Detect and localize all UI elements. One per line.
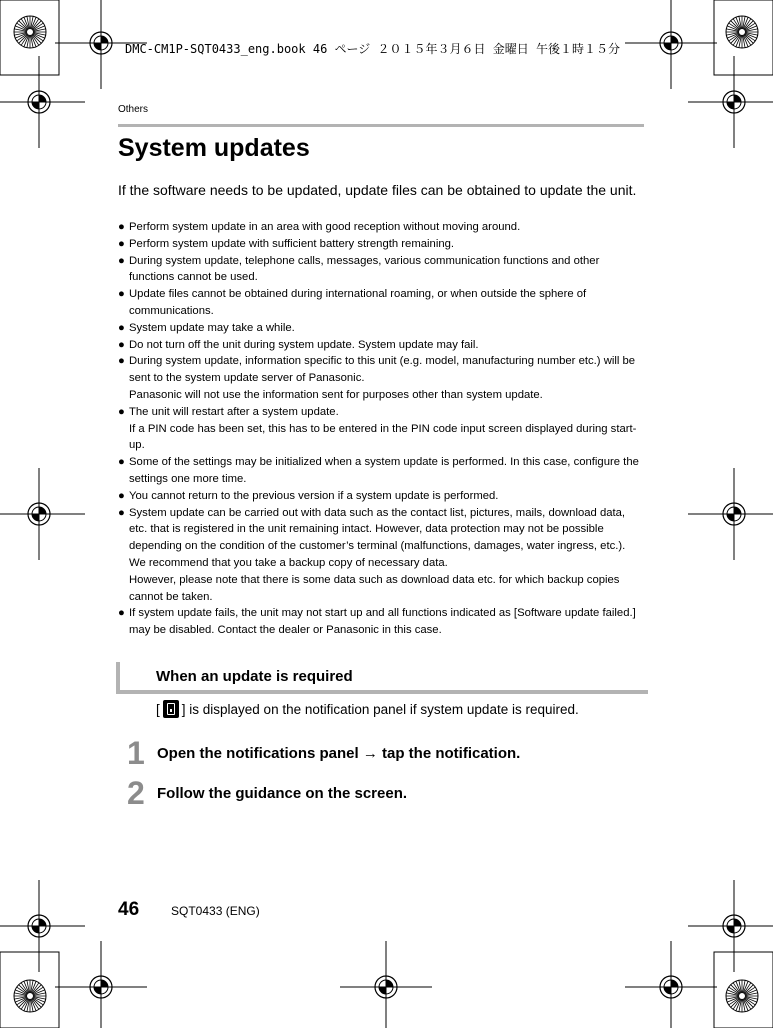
bullet-dot-icon: ● <box>118 506 125 519</box>
step-1 <box>127 737 520 769</box>
bullet-text: System update can be carried out with data such as the contact list, pictures, mails, download data, etc. that is registered in the unit remaining intact. However, data protection may not be possible depending on the condition of the customer’s terminal (malfunctions, damages, water ingress, etc.). We recommend that you take a backup copy of necessary data. <box>129 506 626 569</box>
title-rule <box>118 124 644 127</box>
bullet-dot-icon: ● <box>118 405 125 418</box>
registration-mark-icon <box>688 56 773 148</box>
bullet-dot-icon: ● <box>118 456 125 469</box>
document-code: SQT0433 (ENG) <box>171 904 260 918</box>
bullet-item <box>118 605 644 639</box>
bullet-text: Perform system update with sufficient battery strength remaining. <box>129 237 455 250</box>
update-notice <box>156 700 579 718</box>
notice-open-bracket: [ <box>156 701 160 717</box>
bullet-text: Update files cannot be obtained during international roaming, or when outside the sphere of communications. <box>129 288 587 317</box>
system-update-icon <box>163 700 179 718</box>
step-2 <box>127 777 407 809</box>
print-header: DMC-CM1P-SQT0433_eng.book 46 ページ ２０１５年３月６日 金曜日 午後１時１５分 <box>125 42 620 56</box>
bullet-text: Perform system update in an area with good reception without moving around. <box>129 221 521 233</box>
registration-mark-icon <box>0 880 85 972</box>
bullet-text: System update may take a while. <box>129 321 295 334</box>
intro-paragraph: If the software needs to be updated, update files can be obtained to update the unit. <box>118 182 637 198</box>
bullet-item <box>118 454 644 488</box>
bullet-item <box>118 488 644 505</box>
bullet-item <box>118 404 644 454</box>
step-text: Open the notifications panel → tap the notification. <box>157 744 521 762</box>
bullet-dot-icon: ● <box>118 288 125 301</box>
bullet-dot-icon: ● <box>118 254 125 267</box>
bullet-item <box>118 337 644 354</box>
registration-mark-icon <box>55 941 147 1028</box>
bullet-text: Do not turn off the unit during system update. System update may fail. <box>129 338 479 351</box>
bullet-dot-icon: ● <box>118 355 125 368</box>
notice-text: ] is displayed on the notification panel if system update is required. <box>181 701 579 717</box>
bullet-text: If system update fails, the unit may not start up and all functions indicated as [Software update failed.] may be disabled. Contact the dealer or Panasonic in this case. <box>129 607 636 637</box>
star-target-icon <box>726 980 758 1012</box>
bullet-dot-icon: ● <box>118 221 125 233</box>
star-target-icon <box>14 980 46 1012</box>
step-number: 1 <box>127 735 145 771</box>
registration-mark-icon <box>625 941 717 1028</box>
bullet-dot-icon: ● <box>118 607 125 620</box>
bullet-text: During system update, information specific to this unit (e.g. model, manufacturing number etc.) will be sent to the system update server of Panasonic. <box>129 355 636 385</box>
bullet-dot-icon: ● <box>118 321 125 334</box>
bullet-text: The unit will restart after a system update. <box>129 405 339 418</box>
registration-mark-icon <box>688 880 773 972</box>
bullet-item <box>118 286 644 320</box>
bullet-text: Some of the settings may be initialized when a system update is performed. In this case, configure the settings one more time. <box>129 456 639 485</box>
page-title: System updates <box>118 134 310 162</box>
bullet-text: You cannot return to the previous version if a system update is performed. <box>129 489 499 502</box>
bullet-item <box>118 320 644 337</box>
bullet-dot-icon: ● <box>118 237 125 250</box>
step-number: 2 <box>127 775 145 811</box>
star-target-icon <box>14 16 46 48</box>
bullet-dot-icon: ● <box>118 338 125 351</box>
page-number: 46 <box>118 899 140 920</box>
bullet-list <box>118 219 644 639</box>
bullet-extra-text: Panasonic will not use the information sent for purposes other than system update. <box>129 388 543 401</box>
star-target-icon <box>726 16 758 48</box>
bullet-item <box>118 253 644 287</box>
bullet-dot-icon: ● <box>118 489 125 502</box>
bullet-extra-text: If a PIN code has been set, this has to be entered in the PIN code input screen displayed during start-up. <box>129 422 637 452</box>
subheading: When an update is required <box>156 668 353 685</box>
registration-mark-icon <box>0 468 85 560</box>
bullet-item <box>118 353 644 403</box>
section-label: Others <box>118 104 149 115</box>
bullet-item <box>118 236 644 253</box>
step-text: Follow the guidance on the screen. <box>157 784 408 802</box>
bullet-extra-text: However, please note that there is some data such as download data etc. for which backup copies cannot be taken. <box>129 573 620 603</box>
bullet-text: During system update, telephone calls, messages, various communication functions and other functions cannot be used. <box>129 254 600 284</box>
registration-mark-icon <box>688 468 773 560</box>
bullet-item <box>118 505 644 606</box>
bullet-item <box>118 219 644 236</box>
registration-mark-icon <box>340 941 432 1028</box>
registration-mark-icon <box>0 56 85 148</box>
registration-mark-icon <box>625 0 717 89</box>
